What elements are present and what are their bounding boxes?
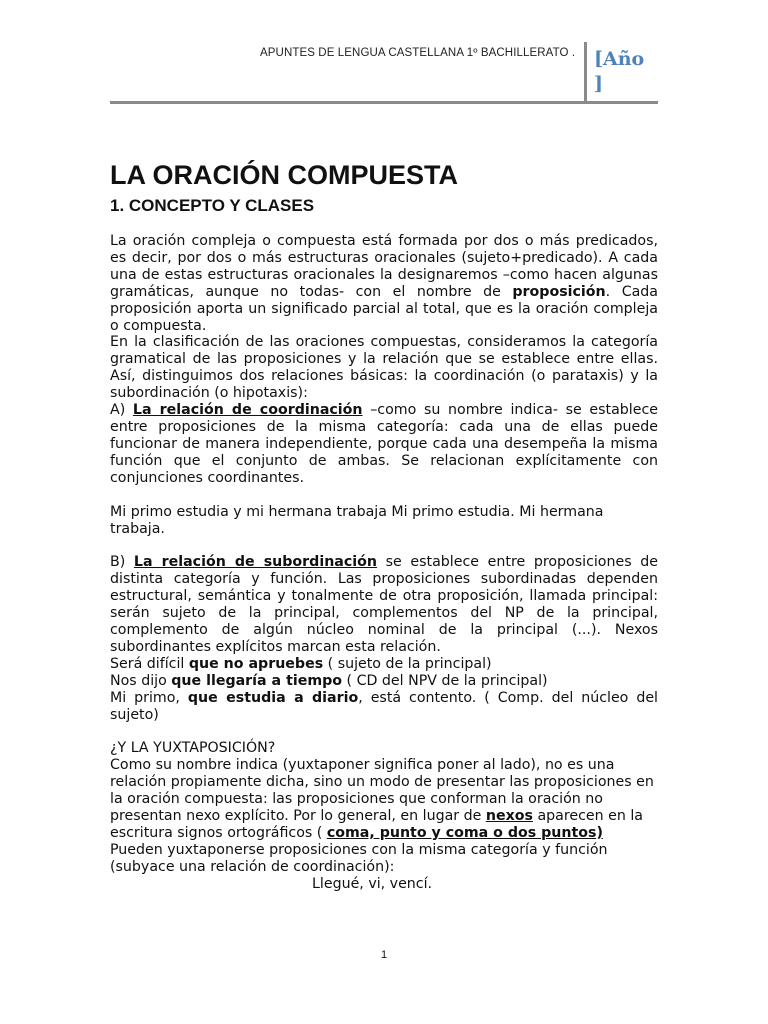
paragraph-coordination [110, 402, 658, 487]
term-signos: coma, punto y coma o dos puntos) [326, 825, 603, 841]
header-rule [110, 101, 658, 104]
term-proposicion: proposición [512, 283, 606, 300]
text-run: Nos dijo [110, 672, 172, 689]
term-nexos: nexos [485, 808, 533, 825]
example-yuxtaposicion: Llegué, vi, vencí. [312, 875, 433, 892]
section-heading: 1. CONCEPTO Y CLASES [110, 196, 315, 215]
document-body [110, 233, 658, 893]
header-divider [584, 42, 587, 103]
item-label: B) [110, 554, 134, 571]
text-run: –como su nombre indica- se establece entre proposiciones de la misma categoría: cada una de ellas puede funcionar de manera independiente, porque cada una desempeña la misma función que el conjunto de ambas. Se relacionan explícitamente con conjunciones coordinantes. [110, 402, 658, 486]
text-run: aparecen en la escritura signos ortográficos ( [110, 808, 644, 841]
year-placeholder[interactable]: [Año ] [594, 48, 645, 95]
text-run: . Cada proposición aporta un significado parcial al total, que es la oración compleja o compuesta. [110, 283, 658, 334]
example-relative [110, 690, 658, 724]
example-subject [110, 656, 658, 673]
yuxtaposicion-heading: ¿Y LA YUXTAPOSICIÓN? [110, 740, 276, 757]
example-direct-object [110, 673, 658, 690]
text-run: Será difícil [110, 655, 189, 672]
text-run: se establece entre proposiciones de distinta categoría y función. Las proposiciones subordinadas dependen estructural, semántica y tonalmente de otra proposición, llamada principal: serán sujeto de la principal, complementos del NP de la principal, complemento de algún núcleo nominal de la principal (...). Nexos subordinantes explícitos marcan esta relación. [110, 554, 658, 655]
text-run: ( sujeto de la principal) [323, 655, 492, 672]
paragraph-definition [110, 233, 658, 334]
paragraph-classification: En la clasificación de las oraciones compuestas, consideramos la categoría gramatical de las proposiciones y la relación que se establece entre ellas. Así, distinguimos dos relaciones básicas: la coordinación (o parataxis) y la subordinación (o hipotaxis): [110, 334, 658, 402]
text-run: La oración compleja o compuesta está formada por dos o más predicados, es decir, por dos o más estructuras oracionales (sujeto+predicado). A cada una de estas estructuras oracionales la designaremos –como hacen algunas gramáticas, aunque no todas- con el nombre de [110, 233, 658, 300]
term-subordinacion: La relación de subordinación [133, 554, 377, 571]
paragraph-yuxtaposicion-2: Pueden yuxtaponerse proposiciones con la misma categoría y función (subyace una relación de coordinación): [110, 841, 608, 875]
paragraph-yuxtaposicion [110, 757, 658, 842]
text-run: , está contento. ( Comp. del núcleo del sujeto) [110, 689, 658, 723]
term-coordinacion: La relación de coordinación [132, 402, 363, 419]
paragraph-subordination [110, 554, 658, 655]
example-highlight: que estudia a diario [187, 689, 359, 706]
example-coordination: Mi primo estudia y mi hermana trabaja Mi primo estudia. Mi hermana trabaja. [110, 503, 604, 537]
page-number: 1 [380, 949, 388, 961]
example-highlight: que no apruebes [188, 655, 324, 672]
text-run: Como su nombre indica (yuxtaponer significa poner al lado), no es una relación propiamente dicha, sino un modo de presentar las proposiciones en la oración compuesta: las proposiciones que conforman la oración no presentan nexo explícito. Por lo general, en lugar de [110, 757, 654, 825]
example-highlight: que llegaría a tiempo [171, 672, 343, 689]
running-title: APUNTES DE LENGUA CASTELLANA 1º BACHILLERATO . [260, 47, 576, 59]
text-run: Mi primo, [110, 689, 188, 706]
document-title: LA ORACIÓN COMPUESTA [110, 160, 458, 190]
text-run: ( CD del NPV de la principal) [342, 672, 548, 689]
item-label: A) [110, 402, 133, 419]
